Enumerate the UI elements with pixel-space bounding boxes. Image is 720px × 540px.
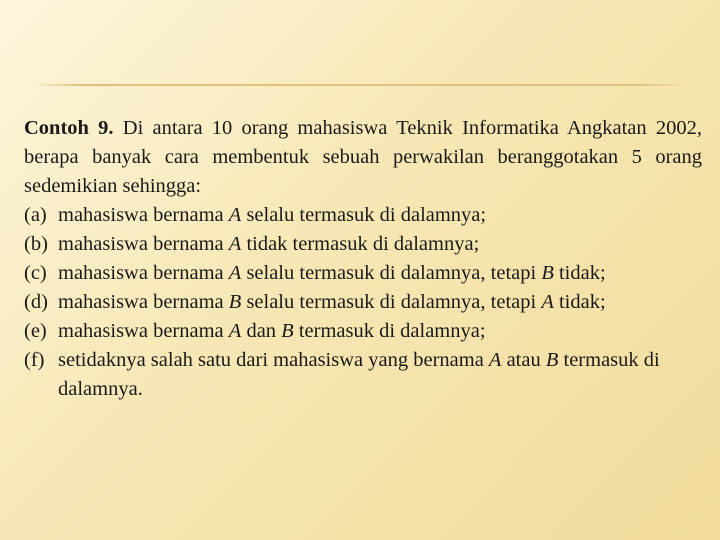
item-label: (e): [24, 320, 47, 342]
list-item: [24, 346, 702, 404]
variable-name: A: [228, 262, 242, 284]
item-text: [58, 259, 702, 288]
item-text-part: termasuk di dalamnya;: [293, 320, 486, 342]
problem-items: [24, 201, 702, 404]
item-text-part: mahasiswa bernama: [58, 262, 229, 284]
item-text-part: selalu termasuk di dalamnya, tetapi: [241, 262, 542, 284]
variable-name: A: [228, 320, 242, 342]
list-item: [24, 317, 702, 346]
list-item: [24, 259, 702, 288]
item-text: [58, 346, 702, 404]
item-text-part: setidaknya salah satu dari mahasiswa yang bernama: [58, 349, 489, 371]
item-text-part: termasuk di dalamnya.: [58, 349, 660, 400]
variable-name: A: [541, 291, 554, 313]
item-text-part: selalu termasuk di dalamnya;: [241, 204, 487, 226]
variable-name: B: [545, 349, 559, 371]
item-text-part: mahasiswa bernama: [58, 233, 229, 255]
intro-text: Di antara 10 orang mahasiswa Teknik Informatika Angkatan 2002, berapa banyak cara membentuk sebuah perwakilan beranggotakan 5 orang sedemikian sehingga:: [24, 117, 703, 197]
item-text-part: mahasiswa bernama: [58, 204, 229, 226]
list-item: [24, 201, 702, 230]
item-text: [58, 317, 702, 346]
item-text-part: selalu termasuk di dalamnya, tetapi: [241, 291, 542, 313]
list-item: [24, 288, 702, 317]
problem-intro: [24, 114, 702, 201]
variable-name: B: [228, 291, 242, 313]
item-text: [58, 201, 702, 230]
variable-name: B: [281, 320, 294, 342]
item-text: [58, 288, 702, 317]
item-text-part: dan: [241, 320, 282, 342]
slide-content: [24, 114, 702, 404]
item-text: [58, 230, 702, 259]
item-text-part: tidak;: [553, 262, 606, 284]
item-label: (d): [24, 291, 48, 313]
item-label: (a): [24, 204, 47, 226]
variable-name: A: [228, 204, 242, 226]
variable-name: A: [228, 233, 242, 255]
item-text-part: tidak termasuk di dalamnya;: [241, 233, 480, 255]
item-label: (f): [24, 349, 45, 371]
item-text-part: mahasiswa bernama: [58, 320, 229, 342]
list-item: [24, 230, 702, 259]
item-label: (c): [24, 262, 47, 284]
variable-name: A: [488, 349, 502, 371]
item-label: (b): [24, 233, 48, 255]
example-title: Contoh 9.: [24, 117, 114, 139]
item-text-part: atau: [501, 349, 546, 371]
variable-name: B: [541, 262, 554, 284]
item-text-part: tidak;: [553, 291, 606, 313]
header-rule: [30, 84, 690, 86]
item-text-part: mahasiswa bernama: [58, 291, 229, 313]
